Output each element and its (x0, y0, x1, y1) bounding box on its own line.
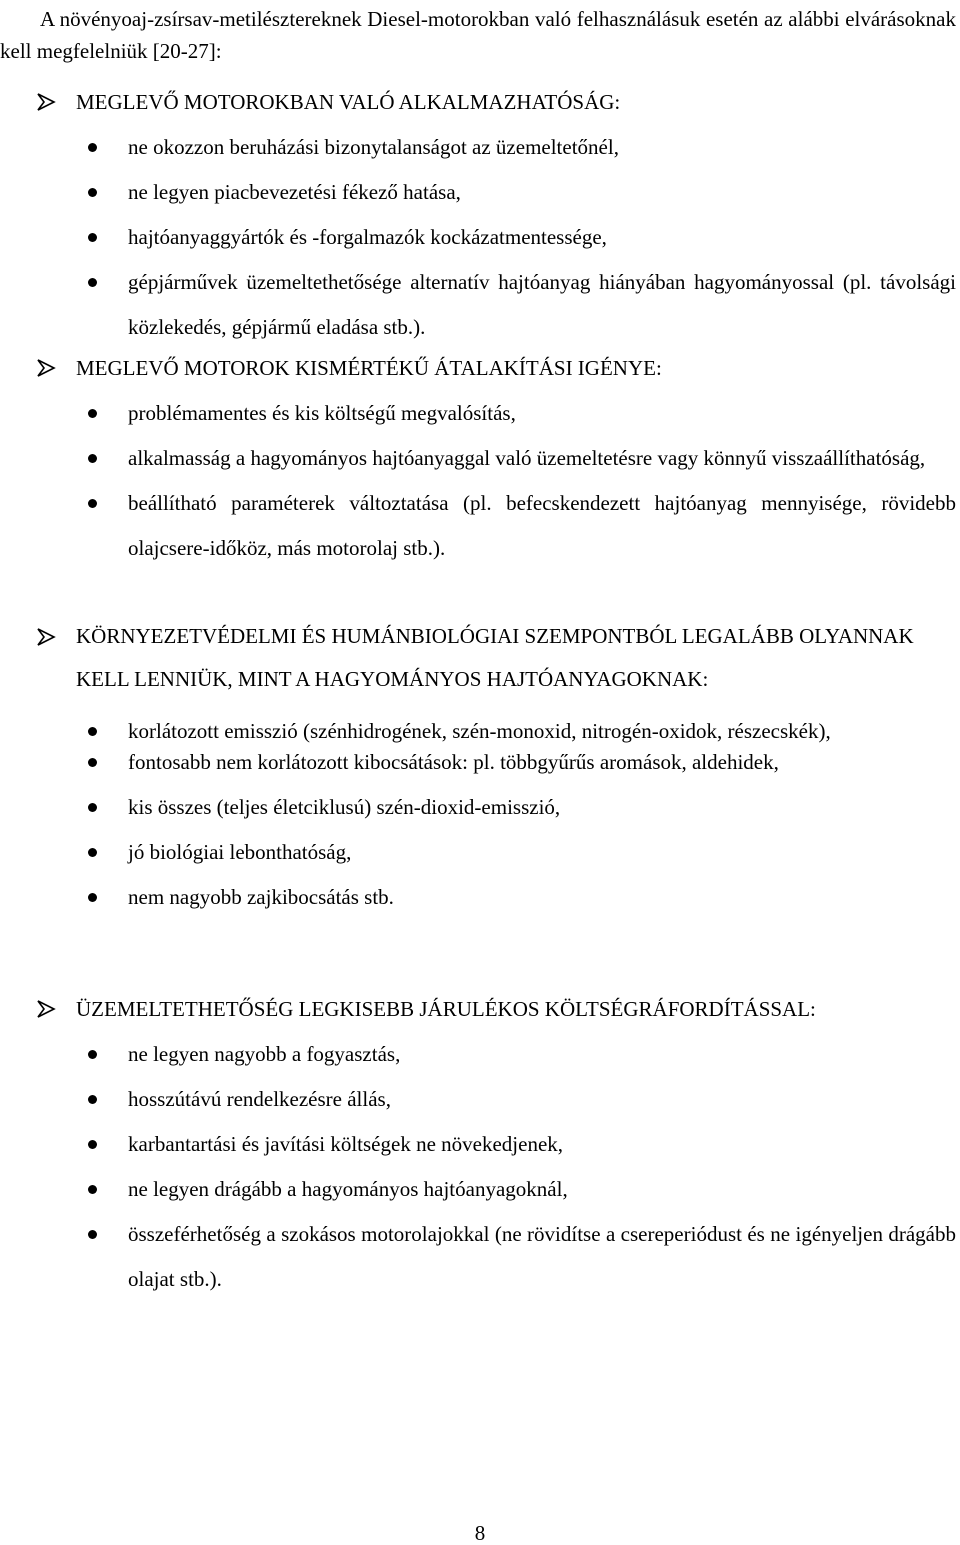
list-item: kis összes (teljes életciklusú) szén-dioxid-emisszió, (0, 785, 956, 830)
arrow-bullet-icon (36, 80, 62, 124)
section-heading: KÖRNYEZETVÉDELMI ÉS HUMÁNBIOLÓGIAI SZEMPONTBÓL LEGALÁBB OLYANNAK KELL LENNIÜK, MINT A HAGYOMÁNYOS HAJTÓANYAGOKNAK: (0, 615, 956, 701)
section-heading: ÜZEMELTETHETŐSÉG LEGKISEBB JÁRULÉKOS KÖLTSÉGRÁFORDÍTÁSSAL: (0, 987, 956, 1032)
list-item: gépjárművek üzemeltethetősége alternatív hajtóanyag hiányában hagyományossal (pl. távolsági közlekedés, gépjármű eladása stb.). (0, 260, 956, 350)
list-item: jó biológiai lebonthatóság, (0, 830, 956, 875)
bullet-dot-icon (88, 499, 97, 508)
list-item: nem nagyobb zajkibocsátás stb. (0, 875, 956, 920)
bullet-dot-icon (88, 409, 97, 418)
list-item: alkalmasság a hagyományos hajtóanyaggal való üzemeltetésre vagy könnyű visszaállíthatóság, (0, 436, 956, 481)
intro-paragraph: A növényoaj-zsírsav-metilésztereknek Diesel-motorokban való felhasználásuk esetén az alábbi elvárásoknak kell megfelelniük [20-27]: (0, 7, 956, 63)
arrow-bullet-icon (36, 987, 62, 1031)
list-item: problémamentes és kis költségű megvalósítás, (0, 391, 956, 436)
list-item: fontosabb nem korlátozott kibocsátások: pl. többgyűrűs aromások, aldehidek, (0, 748, 956, 777)
section-1 (0, 80, 960, 350)
bullet-dot-icon (88, 848, 97, 857)
arrow-bullet-icon (36, 615, 62, 658)
bullet-dot-icon (88, 278, 97, 287)
bullet-dot-icon (88, 188, 97, 197)
bullet-dot-icon (88, 143, 97, 152)
bullet-dot-icon (88, 893, 97, 902)
arrow-bullet-icon (36, 346, 62, 390)
bullet-list (0, 717, 960, 920)
bullet-dot-icon (88, 1185, 97, 1194)
bullet-list (0, 391, 960, 571)
list-item: korlátozott emisszió (szénhidrogének, szén-monoxid, nitrogén-oxidok, részecskék), (0, 717, 956, 746)
bullet-dot-icon (88, 758, 97, 767)
list-item: karbantartási és javítási költségek ne növekedjenek, (0, 1122, 956, 1167)
list-item: ne legyen nagyobb a fogyasztás, (0, 1032, 956, 1077)
bullet-list (0, 1032, 960, 1302)
bullet-dot-icon (88, 454, 97, 463)
section-heading: MEGLEVŐ MOTOROKBAN VALÓ ALKALMAZHATÓSÁG: (0, 80, 956, 125)
section-heading: MEGLEVŐ MOTOROK KISMÉRTÉKŰ ÁTALAKÍTÁSI IGÉNYE: (0, 346, 956, 391)
section-4 (0, 987, 960, 1302)
bullet-dot-icon (88, 233, 97, 242)
bullet-dot-icon (88, 1140, 97, 1149)
section-3 (0, 615, 960, 920)
list-item: ne legyen drágább a hagyományos hajtóanyagoknál, (0, 1167, 956, 1212)
bullet-list (0, 125, 960, 350)
list-item: hosszútávú rendelkezésre állás, (0, 1077, 956, 1122)
list-item: ne legyen piacbevezetési fékező hatása, (0, 170, 956, 215)
page-number: 8 (474, 1521, 486, 1545)
section-2 (0, 346, 960, 571)
bullet-dot-icon (88, 1050, 97, 1059)
list-item: ne okozzon beruházási bizonytalanságot az üzemeltetőnél, (0, 125, 956, 170)
list-item: hajtóanyaggyártók és -forgalmazók kockázatmentessége, (0, 215, 956, 260)
bullet-dot-icon (88, 803, 97, 812)
list-item: összeférhetőség a szokásos motorolajokkal (ne rövidítse a csereperiódust és ne igényeljen drágább olajat stb.). (0, 1212, 956, 1302)
bullet-dot-icon (88, 727, 97, 736)
bullet-dot-icon (88, 1095, 97, 1104)
bullet-dot-icon (88, 1230, 97, 1239)
list-item: beállítható paraméterek változtatása (pl. befecskendezett hajtóanyag mennyisége, rövidebb olajcsere-időköz, más motorolaj stb.). (0, 481, 956, 571)
